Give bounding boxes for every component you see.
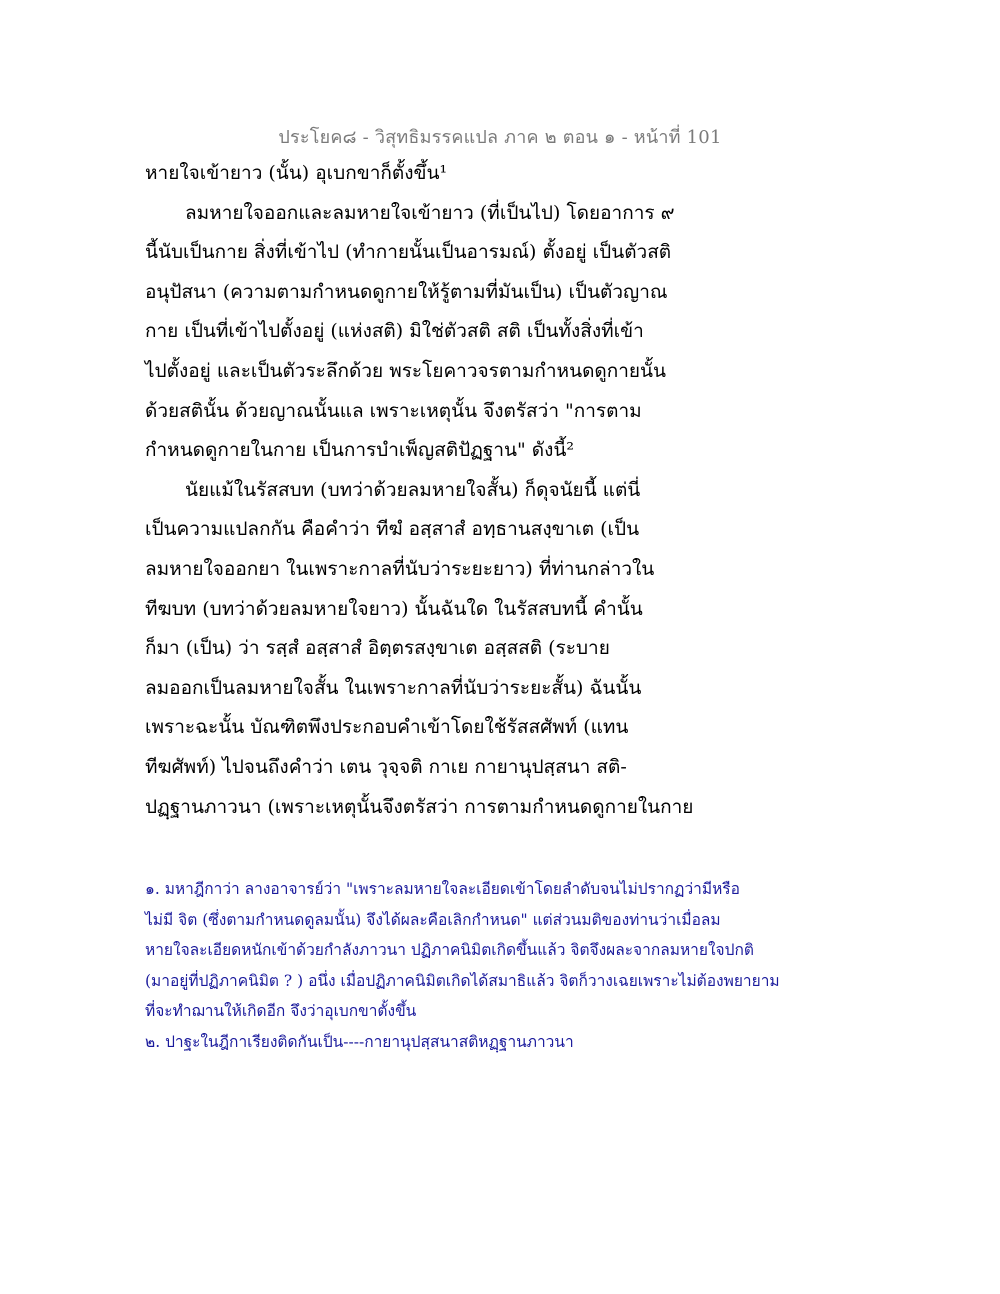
- footnote-line: ๒. ปาฐะในฎีกาเรียงติดกันเป็น----กายานุปสฺสนาสติหฏฺฐานภาวนา: [145, 1032, 574, 1051]
- page-header: ประโยค๘ - วิสุทธิมรรคแปล ภาค ๒ ตอน ๑ - หน้าที่ 101: [278, 127, 722, 148]
- text-line: ลมออกเป็นลมหายใจสั้น ในเพราะกาลที่นับว่าระยะสั้น) ฉันนั้น: [145, 676, 642, 699]
- footnotes: [145, 874, 865, 1057]
- text-line: ทีฆบท (บทว่าด้วยลมหายใจยาว) นั้นฉันใด ในรัสสบทนี้ คำนั้น: [145, 597, 643, 620]
- footnote-line: หายใจละเอียดหนักเข้าด้วยกำลังภาวนา ปฏิภาคนิมิตเกิดขึ้นแล้ว จิตจึงผละจากลมหายใจปกติ: [145, 941, 754, 959]
- text-line: ก็มา (เป็น) ว่า รสฺสํ อสฺสาสํ อิตฺตรสงฺขาเต อสฺสสติ (ระบาย: [145, 637, 610, 660]
- text-line: ลมหายใจออกและลมหายใจเข้ายาว (ที่เป็นไป) โดยอาการ ๙: [185, 201, 675, 224]
- text-line: อนุปัสนา (ความตามกำหนดดูกายให้รู้ตามที่มันเป็น) เป็นตัวญาณ: [145, 280, 668, 303]
- text-line: หายใจเข้ายาว (นั้น) อุเบกขาก็ตั้งขึ้น¹: [145, 162, 448, 184]
- footnote-line: ที่จะทำฌานให้เกิดอีก จึงว่าอุเบกขาตั้งขึ้น: [145, 1002, 417, 1020]
- text-line: เพราะฉะนั้น บัณฑิตพึงประกอบคำเข้าโดยใช้รัสสศัพท์ (แทน: [145, 716, 629, 739]
- text-line: ลมหายใจออกยา ในเพราะกาลที่นับว่าระยะยาว) ที่ท่านกล่าวใน: [145, 557, 655, 580]
- text-line: นัยแม้ในรัสสบท (บทว่าด้วยลมหายใจสั้น) ก็ดุจนัยนี้ แต่นี่: [185, 478, 641, 501]
- text-line: ทีฆศัพท์) ไปจนถึงคำว่า เตน วุจฺจติ กาเย กายานุปสฺสนา สติ-: [145, 755, 627, 778]
- text-line: นี้นับเป็นกาย สิ่งที่เข้าไป (ทำกายนั้นเป็นอารมณ์) ตั้งอยู่ เป็นตัวสติ: [145, 241, 672, 264]
- footnote-line: ไม่มี จิต (ซึ่งตามกำหนดดูลมนั้น) จึงได้ผละคือเลิกกำหนด" แต่ส่วนมติของท่านว่าเมื่อลม: [145, 910, 721, 929]
- text-line: ด้วยสตินั้น ด้วยญาณนั้นแล เพราะเหตุนั้น จึงตรัสว่า "การตาม: [145, 399, 642, 422]
- text-line: กาย เป็นที่เข้าไปตั้งอยู่ (แห่งสติ) มิใช่ตัวสติ สติ เป็นทั้งสิ่งที่เข้า: [145, 320, 644, 343]
- footnote-line: (มาอยู่ที่ปฏิภาคนิมิต ? ) อนึ่ง เมื่อปฏิภาคนิมิตเกิดได้สมาธิแล้ว จิตก็วางเฉยเพราะไม่ต้องพยายาม: [145, 971, 780, 990]
- text-line: เป็นความแปลกกัน คือคำว่า ทีฆํ อสฺสาสํ อทฺธานสงฺขาเต (เป็น: [145, 518, 640, 541]
- main-text: [145, 154, 705, 827]
- text-line: ไปตั้งอยู่ และเป็นตัวระลึกด้วย พระโยคาวจรตามกำหนดดูกายนั้น: [145, 359, 667, 382]
- text-line: ปฏฺฐานภาวนา (เพราะเหตุนั้นจึงตรัสว่า การตามกำหนดดูกายในกาย: [145, 795, 694, 818]
- text-line: กำหนดดูกายในกาย เป็นการบำเพ็ญสติปัฏฐาน" ดังนี้²: [145, 439, 575, 462]
- footnote-line: ๑. มหาฎีกาว่า ลางอาจารย์ว่า "เพราะลมหายใจละเอียดเข้าโดยลำดับจนไม่ปรากฏว่ามีหรือ: [145, 880, 740, 898]
